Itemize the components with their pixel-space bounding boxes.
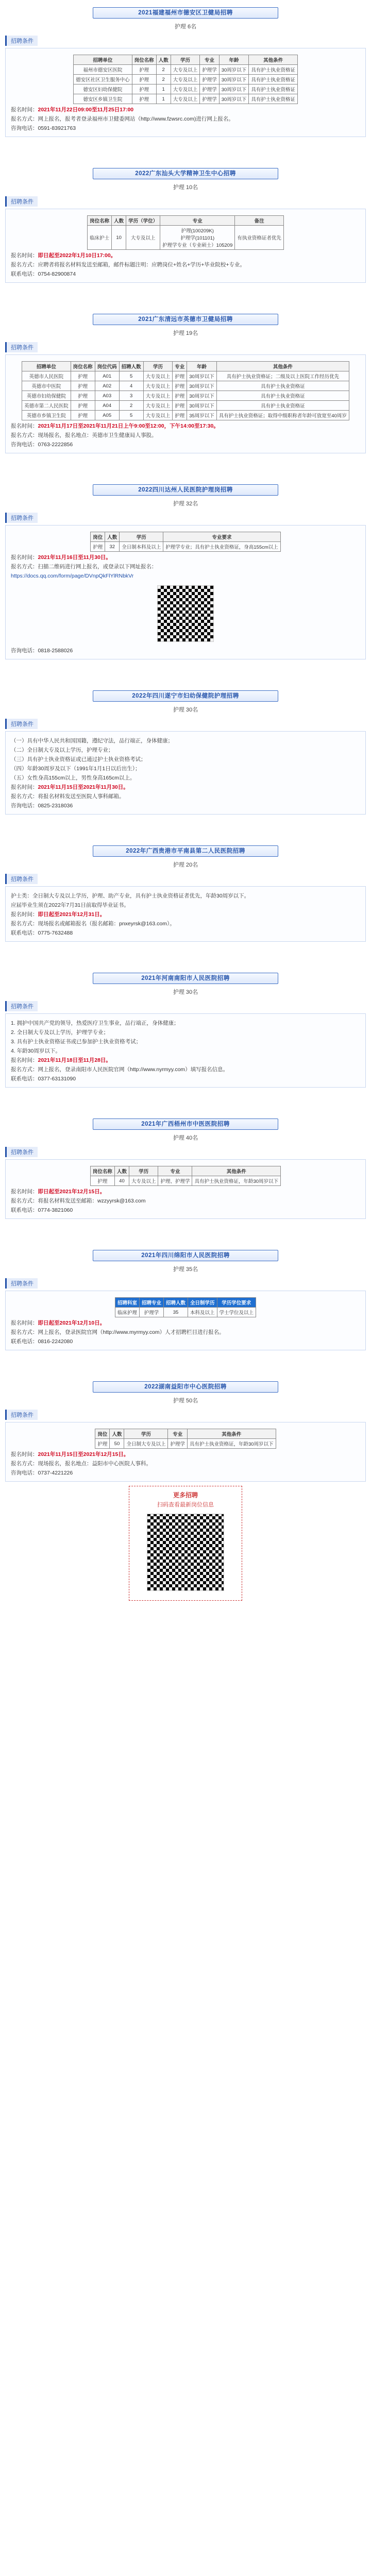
position-count: 护理 35名	[173, 1266, 198, 1273]
signup-method: 报名方式：网上报名，登录医院官网（http://www.myrmyy.com）人才招聘栏目进行报名。	[11, 1329, 225, 1335]
table-cell: 大专及以上	[143, 371, 173, 381]
table-header-cell: 专业	[158, 1166, 192, 1176]
table-cell: 英德市乡镇卫生院	[22, 411, 71, 420]
table-header-row	[91, 532, 281, 542]
table-header-cell: 其他条件	[192, 1166, 281, 1176]
section-title: 2022四川达州人民医院护理岗招聘	[93, 484, 278, 496]
signup-method: 报名方式：现场报名，报名地点：益阳市中心医院人事科。	[11, 1461, 151, 1467]
table-header-cell: 岗位名称	[132, 55, 156, 65]
signup-time	[11, 1451, 360, 1459]
table-header-cell: 招聘人数	[163, 1298, 188, 1308]
table-cell: 护理	[71, 391, 95, 401]
signup-time-value: 2021年11月18日至11月28日。	[38, 1057, 111, 1063]
table-header-cell: 学历	[124, 1429, 168, 1439]
recruitment-section	[5, 973, 366, 1088]
table-cell: 全日制本科及以上	[120, 542, 163, 552]
table-cell: 具有护士执业资格证，年龄30周岁以下	[187, 1439, 276, 1449]
table-cell: 英德市中医院	[22, 381, 71, 391]
table-row	[88, 226, 284, 250]
signup-time-value: 即日起至2021年12月10日。	[38, 1320, 106, 1326]
table-cell: 具有护士执业资格证	[216, 391, 349, 401]
recruitment-section	[5, 314, 366, 453]
table-header-row	[90, 1166, 280, 1176]
signup-time-value: 即日起至2021年12月31日。	[38, 911, 106, 918]
table-cell: 大专及以上	[143, 391, 173, 401]
table-cell: 大专及以上	[126, 226, 160, 250]
table-cell: 具有护士执业资格证	[249, 65, 298, 75]
contact-phone: 咨询电话：0763-2222856	[11, 442, 73, 448]
condition-line: 4. 年龄30周岁以下。	[11, 1048, 61, 1054]
table-header-cell: 招聘人数	[119, 362, 143, 371]
table-row	[95, 1439, 276, 1449]
conditions-label: 招聘条件	[5, 1278, 38, 1289]
condition-line: （四）年龄30周岁及以下（1991年1月1日以后出生）；	[11, 766, 141, 772]
table-cell: 德安区社区卫生服务中心	[74, 75, 132, 84]
table-cell: 护理	[173, 391, 187, 401]
table-cell: 4	[119, 381, 143, 391]
contact-phone: 咨询电话：0737-4221226	[11, 1470, 73, 1476]
table-cell: 35	[163, 1308, 188, 1317]
table-header-cell: 学历（学位）	[126, 216, 160, 226]
table-cell: 护理	[132, 84, 156, 94]
table-cell: 50	[110, 1439, 124, 1449]
condition-line: 应届毕业生须在2022年7月31日前取得毕业证书。	[11, 902, 129, 908]
table-header-cell: 备注	[235, 216, 284, 226]
table-cell: 5	[119, 371, 143, 381]
table-cell: 临床护理	[115, 1308, 139, 1317]
table-header-cell: 岗位名称	[90, 1166, 114, 1176]
table-cell: 大专及以上	[171, 94, 200, 104]
condition-line: 3. 具有护士执业资格证书或已参加护士执业资格考试；	[11, 1039, 142, 1045]
signup-time	[11, 1319, 360, 1327]
table-cell: 护理	[173, 411, 187, 420]
signup-method: 报名方式：应聘者将报名材料发送至邮箱，邮件标题注明：应聘岗位+姓名+学历+毕业院校+专业。	[11, 262, 246, 268]
signup-method: 报名方式：网上报名，登录南阳市人民医院官网（http://www.nyrmyy.com）填写报名信息。	[11, 1066, 229, 1073]
conditions-box	[5, 209, 366, 283]
table-cell: 护理学	[200, 75, 220, 84]
signup-time-label: 报名时间：	[11, 1320, 38, 1326]
contact-phone: 联系电话：0775-7632488	[11, 930, 73, 936]
positions-table	[87, 215, 284, 250]
signup-method: 报名方式：将报名材料发送至邮箱：wzzyyrsk@163.com	[11, 1198, 146, 1204]
section-title: 2021年四川绵阳市人民医院招聘	[93, 1250, 278, 1261]
table-cell: 32	[105, 542, 120, 552]
table-cell: 大专及以上	[171, 65, 200, 75]
table-row	[22, 371, 349, 381]
conditions-box	[5, 354, 366, 453]
table-cell: 护理	[71, 381, 95, 391]
table-cell: 具有护士执业资格证	[249, 94, 298, 104]
table-cell: 30周岁以下	[187, 391, 217, 401]
table-cell: 10	[112, 226, 126, 250]
contact-phone: 咨询电话：0825-2318036	[11, 803, 73, 809]
table-cell: 全日制大专及以上	[124, 1439, 168, 1449]
signup-time-value: 2021年11月16日至11月30日。	[38, 554, 111, 561]
signup-time-label: 报名时间：	[11, 1057, 38, 1063]
recruitment-list	[5, 7, 366, 1482]
table-cell: 护理	[71, 401, 95, 411]
conditions-box	[5, 1013, 366, 1088]
signup-time-value: 2021年11月15日至2021年11月30日。	[38, 784, 129, 790]
signup-time-label: 报名时间：	[11, 423, 38, 429]
table-cell: 35周岁以下	[187, 411, 217, 420]
contact-phone: 联系电话：0754-82900874	[11, 271, 76, 277]
position-count: 护理 19名	[173, 330, 198, 336]
table-cell: 2	[156, 65, 171, 75]
section-title: 2022年四川遂宁市妇幼保健院护理招聘	[93, 690, 278, 702]
table-cell: 护理	[95, 1439, 110, 1449]
recruitment-section	[5, 1250, 366, 1350]
table-cell: 具有护士执业资格证；二级及以上医院工作经历优先	[216, 371, 349, 381]
section-title: 2021广东清远市英德市卫健局招聘	[93, 314, 278, 325]
table-cell: A03	[95, 391, 119, 401]
table-cell: 德安区妇幼保健院	[74, 84, 132, 94]
signup-time	[11, 106, 360, 114]
table-header-cell: 年龄	[187, 362, 217, 371]
section-title: 2022广东汕头大学精神卫生中心招聘	[93, 168, 278, 179]
condition-line: （二）全日制大专及以上学历，护理专业；	[11, 747, 114, 753]
conditions-label: 招聘条件	[5, 196, 38, 207]
table-cell: 英德市第二人民医院	[22, 401, 71, 411]
conditions-box	[5, 731, 366, 815]
position-count: 护理 32名	[173, 501, 198, 507]
signup-link[interactable]: https://docs.qq.com/form/page/DVnpQkFlYlRNbkVr	[11, 573, 134, 579]
position-count: 护理 10名	[173, 184, 198, 191]
table-cell: 2	[119, 401, 143, 411]
signup-time-value: 即日起至2021年12月15日。	[38, 1189, 106, 1195]
table-cell: 护理	[71, 371, 95, 381]
table-cell: 福州市德安区医院	[74, 65, 132, 75]
table-cell: 30周岁以下	[187, 381, 217, 391]
positions-table	[115, 1297, 256, 1317]
section-title: 2021年河南南阳市人民医院招聘	[93, 973, 278, 984]
table-header-cell: 专业	[200, 55, 220, 65]
table-header-cell: 其他条件	[187, 1429, 276, 1439]
signup-method: 报名方式：扫描二维码进行网上报名，或登录以下网址报名：	[11, 564, 157, 570]
signup-time	[11, 784, 360, 791]
condition-line: （一）具有中华人民共和国国籍，遵纪守法，品行端正，身体健康；	[11, 738, 173, 744]
recruitment-section	[5, 484, 366, 659]
table-cell: 30周岁以下	[219, 84, 249, 94]
table-row	[74, 94, 298, 104]
table-header-cell: 专业	[160, 216, 235, 226]
conditions-box	[5, 1159, 366, 1219]
signup-method: 报名方式：将报名材料发送至医院人事科邮箱。	[11, 793, 125, 800]
position-count: 护理 30名	[173, 707, 198, 713]
table-cell: 临床护士	[88, 226, 112, 250]
position-count: 护理 40名	[173, 1135, 198, 1141]
table-header-cell: 专业要求	[163, 532, 281, 542]
table-cell: 护理	[173, 371, 187, 381]
table-cell: 英德市人民医院	[22, 371, 71, 381]
table-cell: A02	[95, 381, 119, 391]
table-cell: 大专及以上	[171, 84, 200, 94]
positions-table	[22, 361, 349, 420]
signup-time-value: 2021年11月22日09:00至11月25日17:00	[38, 107, 134, 113]
table-row	[74, 65, 298, 75]
conditions-label: 招聘条件	[5, 513, 38, 523]
table-cell: 有执业资格证者优先	[235, 226, 284, 250]
table-cell: 大专及以上	[129, 1176, 158, 1186]
recruitment-section	[5, 7, 366, 137]
table-cell: 30周岁以下	[219, 65, 249, 75]
conditions-label: 招聘条件	[5, 1410, 38, 1420]
conditions-label: 招聘条件	[5, 874, 38, 884]
conditions-label: 招聘条件	[5, 342, 38, 352]
table-header-cell: 人数	[105, 532, 120, 542]
table-cell: 护理	[173, 381, 187, 391]
table-row	[22, 411, 349, 420]
conditions-box	[5, 48, 366, 137]
table-cell: 大专及以上	[143, 401, 173, 411]
signup-method: 报名方式：现场报名或邮箱报名（报名邮箱：pnxeyrsk@163.com）。	[11, 921, 175, 927]
table-header-cell: 岗位名称	[88, 216, 112, 226]
table-cell: 护理	[132, 94, 156, 104]
table-header-cell: 岗位代码	[95, 362, 119, 371]
table-cell: 具有护士执业资格证	[216, 401, 349, 411]
table-cell: A04	[95, 401, 119, 411]
section-title: 2021福建福州市德安区卫健局招聘	[93, 7, 278, 19]
table-cell: 3	[119, 391, 143, 401]
condition-line: 1. 拥护中国共产党的领导，热爱医疗卫生事业，品行端正，身体健康；	[11, 1020, 179, 1026]
table-cell: 大专及以上	[171, 75, 200, 84]
table-cell: 具有护士执业资格证；取得中级职称者年龄可放宽至40周岁	[216, 411, 349, 420]
recruitment-section	[5, 1381, 366, 1482]
table-cell: 30周岁以下	[187, 401, 217, 411]
table-cell: 1	[156, 94, 171, 104]
condition-line: 2. 全日制大专及以上学历，护理学专业；	[11, 1029, 109, 1036]
table-header-cell: 岗位	[91, 532, 105, 542]
signup-time	[11, 911, 360, 919]
section-title: 2021年广西梧州市中医医院招聘	[93, 1118, 278, 1130]
contact-phone: 联系电话：0377-63131090	[11, 1076, 76, 1082]
recruitment-section	[5, 845, 366, 942]
table-header-cell: 学历	[129, 1166, 158, 1176]
table-cell: 30周岁以下	[219, 94, 249, 104]
table-header-cell: 学历	[120, 532, 163, 542]
table-cell: 护理学	[200, 94, 220, 104]
position-count: 护理 30名	[173, 989, 198, 995]
signup-time-label: 报名时间：	[11, 107, 38, 113]
conditions-box	[5, 1422, 366, 1482]
table-cell: 40	[114, 1176, 129, 1186]
positions-table	[73, 55, 298, 104]
table-cell: 德安区乡镇卫生院	[74, 94, 132, 104]
contact-phone: 咨询电话：0818-2588026	[11, 648, 73, 654]
conditions-box	[5, 1291, 366, 1350]
table-cell: 护理学专业；具有护士执业资格证，身高155cm以上	[163, 542, 281, 552]
table-cell: 护理	[132, 65, 156, 75]
table-header-cell: 全日制学历	[188, 1298, 217, 1308]
table-row	[90, 1176, 280, 1186]
table-header-cell: 招聘单位	[74, 55, 132, 65]
table-header-cell: 专业	[173, 362, 187, 371]
table-header-cell: 岗位名称	[71, 362, 95, 371]
table-header-cell: 人数	[112, 216, 126, 226]
table-cell: 大专及以上	[143, 381, 173, 391]
table-cell: 护理	[91, 542, 105, 552]
signup-method: 报名方式：现场报名，报名地点：英德市卫生健康局人事股。	[11, 432, 157, 438]
signup-time-value: 即日起至2022年1月10日17:00。	[38, 252, 116, 259]
recruitment-section	[5, 690, 366, 815]
contact-phone: 咨询电话：0591-83921763	[11, 125, 76, 131]
signup-time-label: 报名时间：	[11, 554, 38, 561]
table-cell: 5	[119, 411, 143, 420]
table-header-cell: 人数	[114, 1166, 129, 1176]
table-cell: 护理	[173, 401, 187, 411]
table-header-row	[95, 1429, 276, 1439]
signup-time-label: 报名时间：	[11, 1451, 38, 1458]
table-row	[22, 391, 349, 401]
position-count: 护理 50名	[173, 1398, 198, 1404]
table-header-cell: 招聘专业	[139, 1298, 163, 1308]
section-title: 2022湖南益阳市中心医院招聘	[93, 1381, 278, 1393]
table-row	[74, 84, 298, 94]
qr-code[interactable]	[147, 1514, 224, 1591]
recruitment-section	[5, 1118, 366, 1219]
table-row	[22, 381, 349, 391]
table-cell: 大专及以上	[143, 411, 173, 420]
conditions-label: 招聘条件	[5, 36, 38, 46]
table-header-cell: 年龄	[219, 55, 249, 65]
table-cell: 具有护士执业资格证	[216, 381, 349, 391]
table-header-row	[22, 362, 349, 371]
signup-time-value: 2021年11月15日至2021年12月15日。	[38, 1451, 129, 1458]
table-cell: 2	[156, 75, 171, 84]
signup-method: 报名方式：网上报名，报考者登录福州市卫健委网站（http://www.fzwsrc.com)进行网上报名。	[11, 116, 234, 122]
table-header-cell: 招聘科室	[115, 1298, 139, 1308]
table-cell: 护理(100209K) 护理学(101101) 护理学专业（专业硕士）105209	[160, 226, 235, 250]
signup-time-label: 报名时间：	[11, 784, 38, 790]
footer-box	[129, 1486, 242, 1601]
table-cell: A05	[95, 411, 119, 420]
table-cell: 护理学	[200, 84, 220, 94]
footer-subtitle: 扫码查看最新岗位信息	[157, 1502, 214, 1508]
table-header-cell: 岗位	[95, 1429, 110, 1439]
table-cell: 具有护士执业资格证	[249, 84, 298, 94]
section-title: 2022年广西贵港市平南县第二人民医院招聘	[93, 845, 278, 857]
table-cell: 护理、护理学	[158, 1176, 192, 1186]
signup-time	[11, 1057, 360, 1064]
table-header-cell: 人数	[156, 55, 171, 65]
condition-line: 护士类：全日制大专及以上学历，护理、助产专业，具有护士执业资格证者优先，年龄30周岁以下。	[11, 893, 250, 899]
condition-line: （三）具有护士执业资格证或已通过护士执业资格考试；	[11, 756, 146, 762]
signup-time-label: 报名时间：	[11, 911, 38, 918]
qr-code[interactable]	[157, 585, 214, 642]
conditions-box	[5, 525, 366, 659]
table-cell: 护理学	[168, 1439, 188, 1449]
table-cell: 30周岁以下	[187, 371, 217, 381]
table-row	[74, 75, 298, 84]
condition-line: （五）女性身高155cm以上，男性身高165cm以上。	[11, 775, 136, 781]
table-header-cell: 学历	[143, 362, 173, 371]
conditions-box	[5, 886, 366, 942]
table-header-row	[115, 1298, 256, 1308]
table-cell: 学士学位及以上	[217, 1308, 256, 1317]
conditions-label: 招聘条件	[5, 719, 38, 729]
table-header-cell: 学历	[171, 55, 200, 65]
table-header-row	[88, 216, 284, 226]
table-header-cell: 招聘单位	[22, 362, 71, 371]
positions-table	[90, 1166, 281, 1186]
signup-time-label: 报名时间：	[11, 252, 38, 259]
conditions-label: 招聘条件	[5, 1147, 38, 1157]
table-cell: 1	[156, 84, 171, 94]
table-cell: 30周岁以下	[219, 75, 249, 84]
positions-table	[95, 1429, 276, 1449]
table-header-cell: 学历学位要求	[217, 1298, 256, 1308]
signup-time-value: 2021年11月17日至2021年11月21日上午9:00至12:00，下午14:00至17:30。	[38, 423, 219, 429]
table-cell: 具有护士执业资格证，年龄30周岁以下	[192, 1176, 281, 1186]
signup-time	[11, 422, 360, 430]
table-cell: 具有护士执业资格证	[249, 75, 298, 84]
table-cell: 英德市妇幼保健院	[22, 391, 71, 401]
positions-table	[90, 532, 281, 552]
signup-time	[11, 554, 360, 562]
recruitment-section	[5, 168, 366, 283]
signup-time	[11, 1188, 360, 1196]
table-cell: 护理	[132, 75, 156, 84]
table-cell: 护理学	[200, 65, 220, 75]
position-count: 护理 6名	[174, 24, 197, 30]
signup-time	[11, 252, 360, 260]
table-header-cell: 人数	[110, 1429, 124, 1439]
table-cell: A01	[95, 371, 119, 381]
table-cell: 护理学	[139, 1308, 163, 1317]
contact-phone: 联系电话：0774-3821060	[11, 1207, 73, 1213]
contact-phone: 联系电话：0816-2242080	[11, 1338, 73, 1345]
table-row	[115, 1308, 256, 1317]
conditions-label: 招聘条件	[5, 1001, 38, 1011]
table-header-cell: 专业	[168, 1429, 188, 1439]
table-header-cell: 其他条件	[249, 55, 298, 65]
table-row	[22, 401, 349, 411]
table-cell: 护理	[90, 1176, 114, 1186]
table-cell: 护理	[71, 411, 95, 420]
table-header-row	[74, 55, 298, 65]
table-header-cell: 其他条件	[216, 362, 349, 371]
signup-time-label: 报名时间：	[11, 1189, 38, 1195]
table-cell: 本科及以上	[188, 1308, 217, 1317]
position-count: 护理 20名	[173, 862, 198, 868]
footer-title: 更多招聘	[173, 1492, 198, 1499]
table-row	[91, 542, 281, 552]
